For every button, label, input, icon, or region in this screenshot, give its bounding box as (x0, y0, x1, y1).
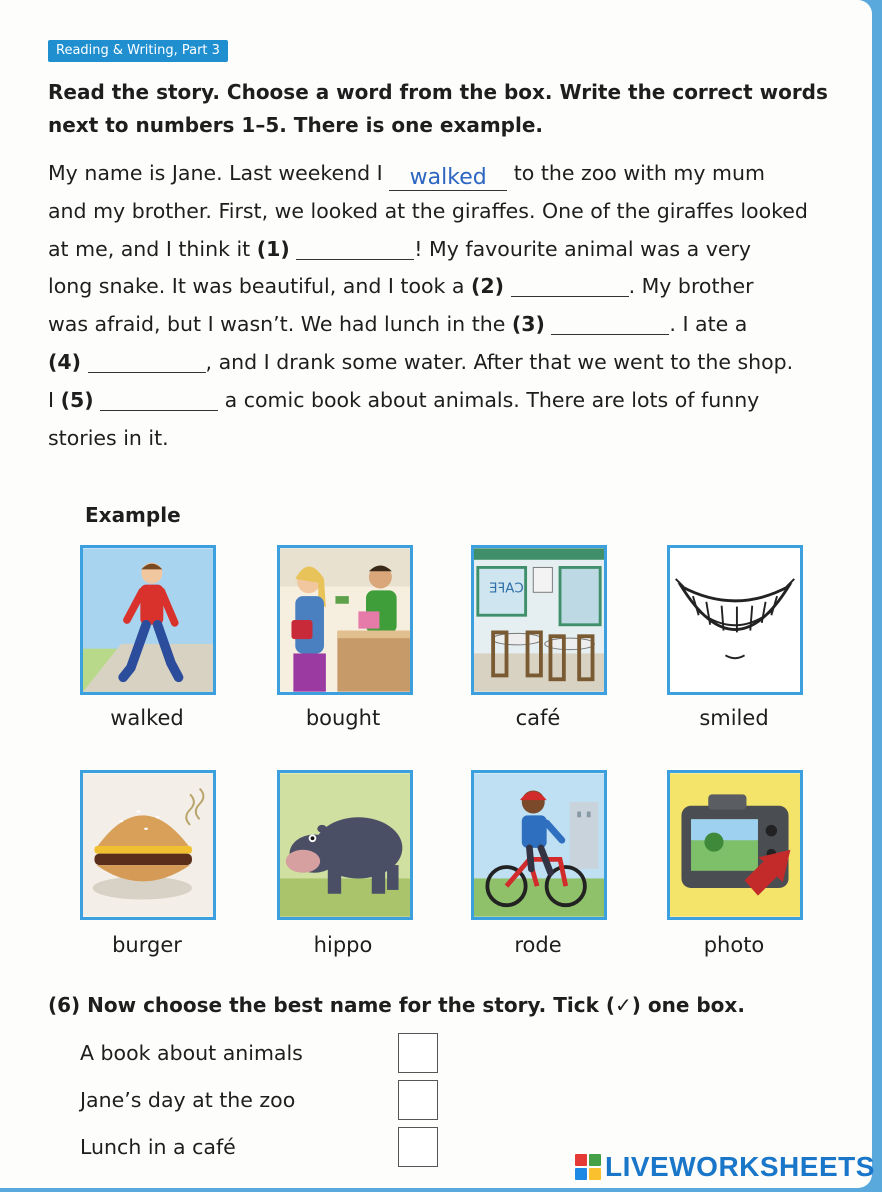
word-walked: walked (110, 706, 184, 730)
story-line: and my brother. First, we looked at the giraffes. One of the giraffes looked (48, 198, 808, 223)
smile-icon (667, 545, 803, 695)
liveworksheets-logo (575, 1150, 875, 1184)
svg-text:CAFE: CAFE (489, 581, 524, 597)
boy-on-bike-icon (471, 770, 607, 920)
word-rode: rode (514, 933, 562, 957)
story-line: long snake. It was beautiful, and I took a (2) . My brother (48, 274, 754, 299)
camera-icon (667, 770, 803, 920)
burger-icon (80, 770, 216, 920)
word-photo: photo (703, 933, 765, 957)
story-text (48, 155, 848, 457)
story-line: at me, and I think it (1) ! My favourite animal was a very (48, 236, 752, 261)
section-tag: Reading & Writing, Part 3 (48, 40, 228, 62)
example-title: Example (85, 503, 181, 527)
logo-text: LIVEWORKSHEETS (605, 1151, 875, 1182)
word-burger: burger (112, 933, 182, 957)
example-answer: walked (389, 166, 507, 191)
shop-purchase-icon (277, 545, 413, 695)
story-line: was afraid, but I wasn’t. We had lunch in the (3) . I ate a (48, 312, 748, 337)
word-cafe: café (515, 706, 561, 730)
gap-number-1: (1) (256, 236, 290, 261)
tick-box-option-2[interactable] (398, 1080, 438, 1120)
answer-blank-4[interactable] (88, 348, 206, 373)
story-line: (4) , and I drank some water. After that we went to the shop. (48, 349, 794, 374)
answer-blank-5[interactable] (100, 386, 218, 411)
option-label: Jane’s day at the zoo (80, 1088, 296, 1112)
gap-number-3: (3) (511, 312, 545, 337)
instructions: Read the story. Choose a word from the box. Write the correct words next to numbers 1–5. There is one example. (48, 80, 828, 137)
hippo-icon (277, 770, 413, 920)
man-walking-icon (80, 545, 216, 695)
tick-box-option-1[interactable] (398, 1033, 438, 1073)
cafe-interior-icon (471, 545, 607, 695)
answer-blank-1[interactable] (296, 235, 414, 260)
option-label: A book about animals (80, 1041, 303, 1065)
gap-number-2: (2) (471, 274, 505, 299)
answer-blank-3[interactable] (551, 310, 669, 335)
word-bought: bought (305, 706, 381, 730)
story-line: stories in it. (48, 425, 169, 450)
logo-grid-icon (575, 1154, 601, 1180)
word-smiled: smiled (699, 706, 769, 730)
question-6: (6) Now choose the best name for the story. Tick (✓) one box. (48, 993, 745, 1017)
story-line: I (5) a comic book about animals. There are lots of funny (48, 387, 760, 412)
tick-box-option-3[interactable] (398, 1127, 438, 1167)
option-label: Lunch in a café (80, 1135, 236, 1159)
gap-number-5: (5) (60, 387, 94, 412)
word-hippo: hippo (313, 933, 373, 957)
gap-number-4: (4) (48, 349, 82, 374)
story-line: My name is Jane. Last weekend I walked to the zoo with my mum (48, 161, 765, 190)
answer-blank-2[interactable] (511, 272, 629, 297)
